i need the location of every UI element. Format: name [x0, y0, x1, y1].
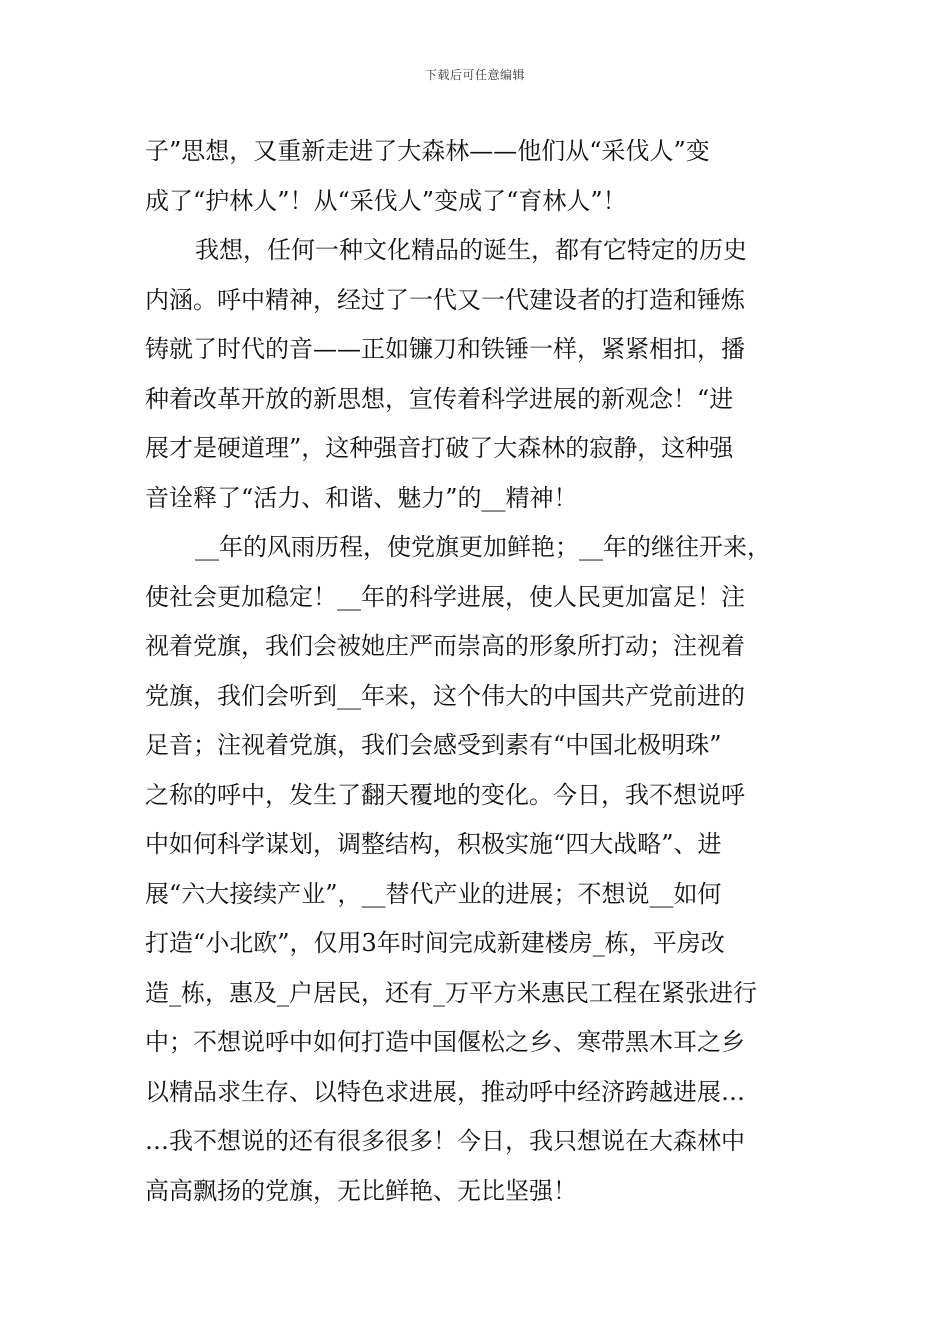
text-line: 中；不想说呼中如何打造中国偃松之乡、寒带黑木耳之乡	[145, 1028, 745, 1056]
text-line: …我不想说的还有很多很多！今日，我只想说在大森林中	[145, 1127, 745, 1155]
text-line: 足音；注视着党旗，我们会感受到素有“中国北极明珠”	[145, 731, 722, 759]
text-line: 高高飘扬的党旗，无比鲜艳、无比坚强！	[145, 1176, 577, 1205]
text-line: 视着党旗，我们会被她庄严而崇高的形象所打动；注视着	[145, 632, 745, 660]
text-line: 子”思想，又重新走进了大森林——他们从“采伐人”变	[145, 137, 710, 165]
text-line: 音诠释了“活力、和谐、魅力”的__精神！	[145, 483, 578, 512]
text-line: 造_栋，惠及_户居民，还有_万平方米惠民工程在紧张进行	[145, 978, 757, 1007]
text-line: 中如何科学谋划，调整结构，积极实施“四大战略”、进	[145, 830, 722, 858]
text-line: 打造“小北欧”，仅用3年时间完成新建楼房_栋，平房改	[145, 929, 725, 957]
text-line: 展“六大接续产业”，__替代产业的进展；不想说__如何	[145, 879, 722, 908]
body-text	[145, 127, 810, 1216]
paragraph-first-line: 我想，任何一种文化精品的诞生，都有它特定的历史	[195, 236, 747, 264]
text-line: 使社会更加稳定！__年的科学进展，使人民更加富足！注	[145, 582, 745, 611]
text-line: 成了“护林人”！从“采伐人”变成了“育林人”！	[145, 186, 627, 215]
text-line: 展才是硬道理”，这种强音打破了大森林的寂静，这种强	[145, 434, 734, 462]
text-line: 党旗，我们会听到__年来，这个伟大的中国共产党前进的	[145, 681, 745, 710]
paragraph-first-line: __年的风雨历程，使党旗更加鲜艳；__年的继往开来，	[195, 533, 771, 561]
text-line: 内涵。呼中精神，经过了一代又一代建设者的打造和锤炼	[145, 285, 745, 314]
text-line: 种着改革开放的新思想，宣传着科学进展的新观念！“进	[145, 384, 734, 413]
text-line: 之称的呼中，发生了翻天覆地的变化。今日，我不想说呼	[145, 780, 745, 809]
text-line: 铸就了时代的音——正如镰刀和铁锤一样，紧紧相扣，播	[145, 335, 745, 363]
page-header: 下载后可任意编辑	[424, 68, 525, 82]
text-line: 以精品求生存、以特色求进展，推动呼中经济跨越进展…	[145, 1077, 745, 1106]
